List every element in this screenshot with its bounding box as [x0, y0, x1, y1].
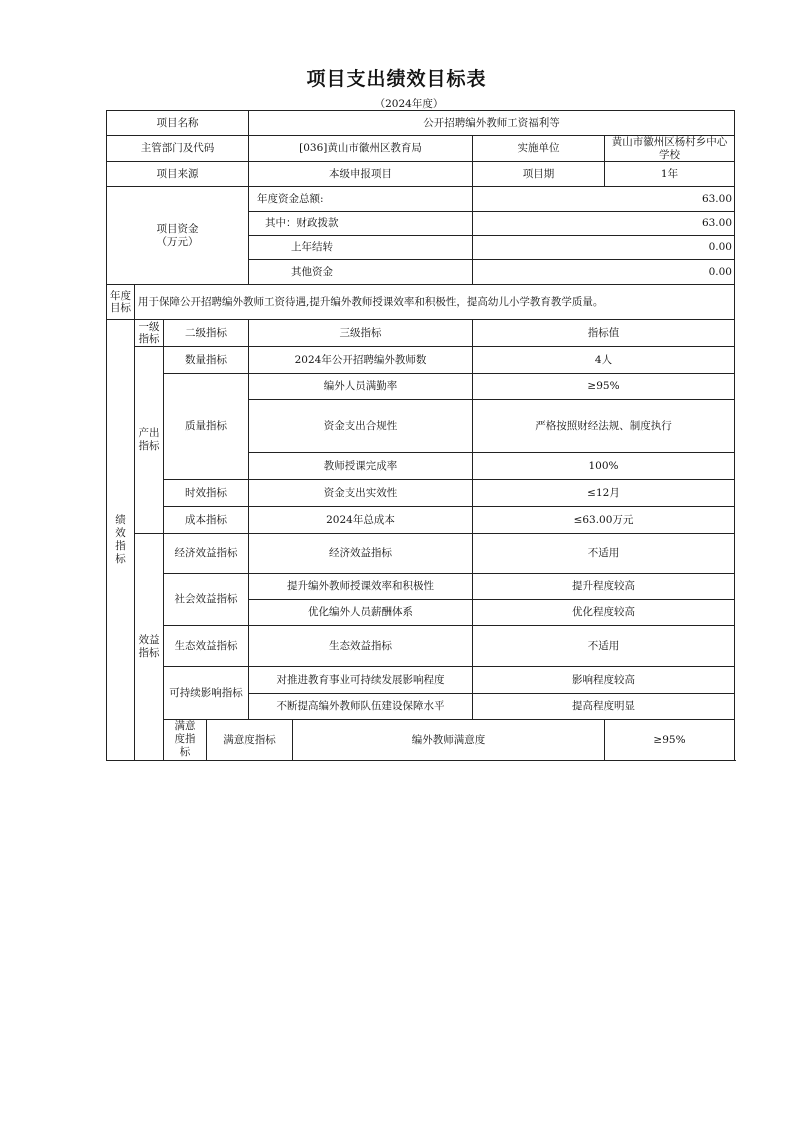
social-2-value: 优化程度较高 — [473, 600, 735, 626]
sustain-2-value: 提高程度明显 — [473, 694, 735, 720]
time-value: ≤12月 — [473, 480, 735, 507]
funds-fiscal-value: 63.00 — [473, 212, 735, 236]
social-1-value: 提升程度较高 — [473, 574, 735, 600]
table-row — [107, 534, 735, 574]
sustain-1-value: 影响程度较高 — [473, 667, 735, 694]
row-annual-goal — [107, 285, 735, 320]
impl-label: 实施单位 — [473, 136, 605, 162]
funds-carry-value: 0.00 — [473, 236, 735, 260]
period-value: 1年 — [605, 162, 735, 187]
eco-value: 不适用 — [473, 626, 735, 667]
cost-label: 成本指标 — [164, 507, 249, 534]
project-name-value: 公开招聘编外教师工资福利等 — [249, 111, 735, 136]
impl-value: 黄山市徽州区杨村乡中心学校 — [605, 136, 735, 162]
header-value: 指标值 — [473, 320, 735, 347]
perf-label: 绩效指标 — [107, 320, 135, 760]
table-row — [107, 720, 735, 760]
page-title: 项目支出绩效目标表 — [306, 68, 487, 90]
year-label: （2024年度） — [374, 98, 444, 110]
table-row — [107, 507, 735, 534]
goal-label: 年度 目标 — [107, 285, 135, 320]
quality-3-l3: 教师授课完成率 — [249, 453, 473, 480]
funds-fiscal-label: 其中：财政拨款 — [249, 212, 473, 236]
quality-3-value: 100% — [473, 453, 735, 480]
header-level1: 一级指标 — [135, 320, 164, 347]
header-level3: 三级指标 — [249, 320, 473, 347]
table-row — [107, 374, 735, 400]
funds-total-value: 63.00 — [473, 187, 735, 212]
eco-label: 生态效益指标 — [164, 626, 249, 667]
cost-value: ≤63.00万元 — [473, 507, 735, 534]
row-funds-total — [107, 187, 735, 212]
sustain-label: 可持续影响指标 — [164, 667, 249, 720]
table-row — [107, 347, 735, 374]
table-row — [107, 626, 735, 667]
quality-1-value: ≥95% — [473, 374, 735, 400]
social-label: 社会效益指标 — [164, 574, 249, 626]
quality-2-value: 严格按照财经法规、制度执行 — [473, 400, 735, 453]
funds-carry-label: 上年结转 — [249, 236, 473, 260]
benefit-label: 效益指标 — [135, 534, 164, 760]
table-row — [107, 574, 735, 600]
econ-value: 不适用 — [473, 534, 735, 574]
goal-text: 用于保障公开招聘编外教师工资待遇,提升编外教师授课效率和积极性，提高幼儿小学教育教学质量。 — [135, 285, 735, 320]
dept-label: 主管部门及代码 — [107, 136, 249, 162]
performance-table — [106, 110, 735, 761]
satisfaction-label: 满意度指标 — [164, 720, 207, 760]
quantity-label: 数量指标 — [164, 347, 249, 374]
econ-label: 经济效益指标 — [164, 534, 249, 574]
dept-value: [036]黄山市徽州区教育局 — [249, 136, 473, 162]
eco-l3: 生态效益指标 — [249, 626, 473, 667]
header-level2: 二级指标 — [164, 320, 249, 347]
social-2-l3: 优化编外人员薪酬体系 — [249, 600, 473, 626]
output-label: 产出指标 — [135, 347, 164, 534]
funds-total-label: 年度资金总额: — [249, 187, 473, 212]
project-name-label: 项目名称 — [107, 111, 249, 136]
table-row — [107, 667, 735, 694]
quality-label: 质量指标 — [164, 374, 249, 480]
row-project-name — [107, 111, 735, 136]
satisfaction-l2: 满意度指标 — [207, 720, 293, 760]
satisfaction-value: ≥95% — [605, 720, 735, 760]
satisfaction-l3: 编外教师满意度 — [293, 720, 605, 760]
sustain-1-l3: 对推进教育事业可持续发展影响程度 — [249, 667, 473, 694]
quality-2-l3: 资金支出合规性 — [249, 400, 473, 453]
cost-l3: 2024年总成本 — [249, 507, 473, 534]
table-row — [107, 480, 735, 507]
social-1-l3: 提升编外教师授课效率和积极性 — [249, 574, 473, 600]
time-label: 时效指标 — [164, 480, 249, 507]
source-value: 本级申报项目 — [249, 162, 473, 187]
period-label: 项目期 — [473, 162, 605, 187]
quality-1-l3: 编外人员满勤率 — [249, 374, 473, 400]
sustain-2-l3: 不断提高编外教师队伍建设保障水平 — [249, 694, 473, 720]
quantity-l3: 2024年公开招聘编外教师数 — [249, 347, 473, 374]
econ-l3: 经济效益指标 — [249, 534, 473, 574]
source-label: 项目来源 — [107, 162, 249, 187]
funds-other-label: 其他资金 — [249, 260, 473, 285]
row-source — [107, 162, 735, 187]
time-l3: 资金支出实效性 — [249, 480, 473, 507]
row-headers — [107, 320, 735, 347]
row-department — [107, 136, 735, 162]
quantity-value: 4人 — [473, 347, 735, 374]
funds-other-value: 0.00 — [473, 260, 735, 285]
funds-label: 项目资金 （万元） — [107, 187, 249, 285]
